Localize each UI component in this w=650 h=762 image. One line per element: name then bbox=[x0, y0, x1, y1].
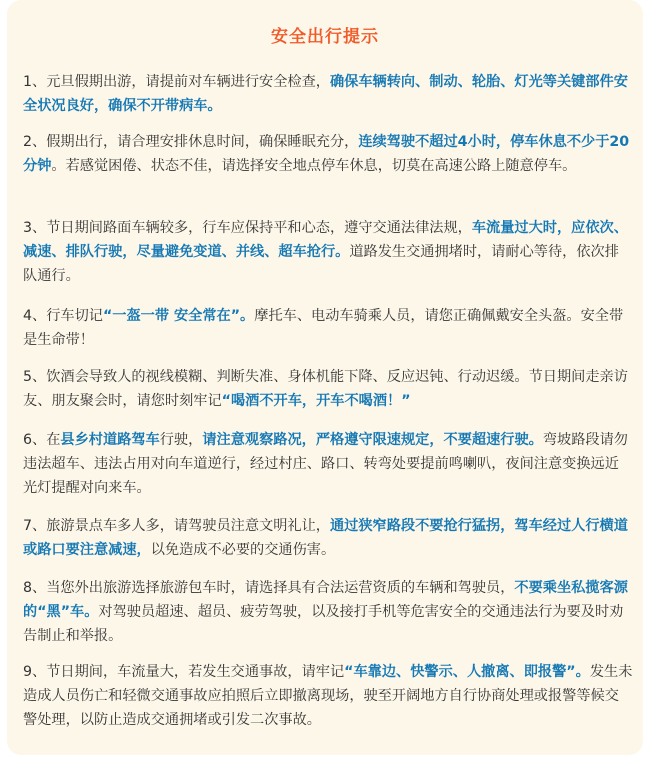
tip-text: 行驶， bbox=[159, 432, 203, 448]
tip-highlight-text: 通过狭窄路段不要抢行猛拐，驾车经过人行横道或路口要注意减速， bbox=[23, 518, 628, 558]
tip-highlight-text: 连续驾驶不超过4小时，停车休息不少于20分钟 bbox=[23, 134, 630, 174]
tip-item-5 bbox=[23, 365, 633, 413]
tip-item-8 bbox=[23, 576, 633, 648]
tip-text: 3、节日期间路面车辆较多，行车应保持平和心态，遵守交通法律法规， bbox=[23, 220, 472, 236]
tip-text: 。若感觉困倦、状态不佳，请选择安全地点停车休息，切莫在高速公路上随意停车。 bbox=[51, 158, 577, 174]
tip-text: 4、行车切记 bbox=[23, 308, 103, 324]
tip-highlight-text: 请注意观察路况，严格遵守限速规定，不要超速行驶。 bbox=[202, 432, 543, 448]
tip-text: 以免造成不必要的交通伤害。 bbox=[150, 542, 336, 558]
tip-highlight-text: 县乡村道路驾车 bbox=[60, 432, 160, 448]
tip-item-9 bbox=[23, 660, 633, 732]
tip-item-3 bbox=[23, 216, 633, 288]
tip-item-6 bbox=[23, 428, 633, 500]
tip-text: 1、元旦假期出游，请提前对车辆进行安全检查， bbox=[23, 74, 330, 90]
tip-text: 5、饮酒会导致人的视线模糊、判断失准、身体机能下降、反应迟钝、行动迟缓。节日期间走亲访友、朋友聚会时，请您时刻牢记 bbox=[23, 369, 628, 409]
tip-text: 8、当您外出旅游选择旅游包车时，请选择具有合法运营资质的车辆和驾驶员， bbox=[23, 580, 515, 596]
tip-highlight-text: 确保车辆转向、制动、轮胎、灯光等关键部件安全状况良好，确保不开带病车。 bbox=[23, 74, 628, 114]
tip-text: 道路发生交通拥堵时，请耐心等待，依次排队通行。 bbox=[23, 244, 619, 284]
tip-text: 弯坡路段请勿违法超车、违法占用对向车道逆行，经过村庄、路口、转弯处要提前鸣喇叭，夜间注意变换远近光灯提醒对向来车。 bbox=[23, 432, 628, 496]
tip-highlight-text: “车靠边、快警示、人撤离、即报警”。 bbox=[344, 664, 590, 680]
notice-title: 安全出行提示 bbox=[271, 27, 379, 47]
tip-highlight-text: “一盔一带 安全常在”。 bbox=[102, 308, 255, 324]
tip-item-2 bbox=[23, 130, 633, 178]
tip-item-4 bbox=[23, 304, 633, 352]
tip-text: 2、假期出行，请合理安排休息时间，确保睡眠充分， bbox=[23, 134, 359, 150]
tip-highlight-text: 车流量过大时，应依次、减速、排队行驶，尽量避免变道、并线、超车抢行。 bbox=[23, 220, 628, 260]
notice-card bbox=[7, 0, 643, 755]
tip-highlight-text: “喝酒不开车，开车不喝酒！” bbox=[221, 393, 411, 409]
tip-text: 9、节日期间，车流量大，若发生交通事故，请牢记 bbox=[23, 664, 345, 680]
tip-text: 摩托车、电动车骑乘人员，请您正确佩戴安全头盔。安全带是生命带！ bbox=[23, 308, 624, 348]
tip-item-7 bbox=[23, 514, 633, 562]
tip-text: 对驾驶员超速、超员、疲劳驾驶，以及接打手机等危害安全的交通违法行为要及时劝告制止和举报。 bbox=[23, 604, 624, 644]
tip-text: 7、旅游景点车多人多，请驾驶员注意文明礼让， bbox=[23, 518, 330, 534]
tip-item-1 bbox=[23, 70, 633, 118]
tip-highlight-text: 不要乘坐私揽客源的“黑”车。 bbox=[23, 580, 628, 620]
tip-text: 6、在 bbox=[23, 432, 61, 448]
tip-text: 发生未造成人员伤亡和轻微交通事故应拍照后立即撤离现场，驶至开阔地方自行协商处理或报警等候交警处理，以防止造成交通拥堵或引发二次事故。 bbox=[23, 664, 633, 728]
